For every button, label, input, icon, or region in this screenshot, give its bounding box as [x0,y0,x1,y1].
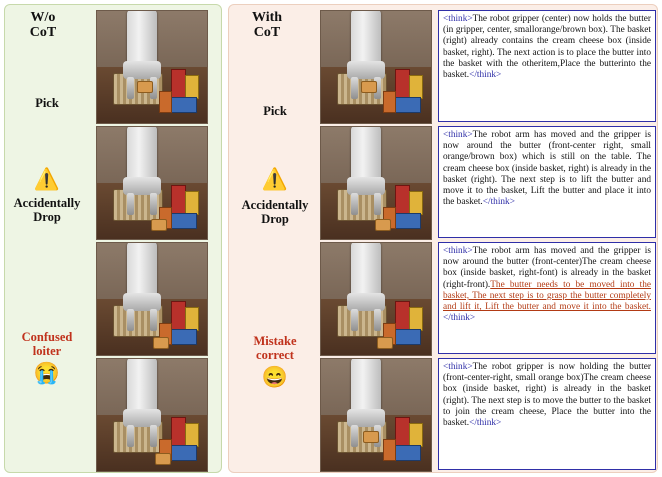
right-frame-2 [320,126,432,240]
left-frame-3 [96,242,208,356]
panel-with-cot-title-line1: With [251,10,283,25]
warning-icon-right: ⚠️ [261,167,289,191]
think-close-tag-3: </think> [443,313,476,324]
left-step-label-pick: Pick [35,96,59,110]
think-text-3: The robot arm has moved and the gripper is now around the butter (front-center)The cream cheese box (inside basket, right-font) is already in the basket (right-front). [443,246,651,290]
think-text-1: The robot gripper (center) now holds the butter (in gripper, center, smallorange/brown box). The basket (right) already contains the cream cheese box (inside basket, right). The next action is to place the butter into the basket with the otheritem,Place the butterinto the basket. [443,14,651,81]
think-open-tag-3: <think> [443,246,473,256]
warning-icon-left: ⚠️ [33,167,61,191]
right-step-label-pick: Pick [263,104,287,118]
right-step-label-mistake-correct: Mistake correct [253,334,297,362]
think-block-4 [438,358,656,470]
left-step-label-accidentally-drop: Accidentally Drop [13,196,81,224]
think-block-1 [438,10,656,122]
left-frame-2 [96,126,208,240]
left-step-label-confused-loiter: Confused loiter [21,330,73,358]
panel-without-cot-title-line1: W/o [30,10,56,25]
think-block-2 [438,126,656,238]
left-frame-4 [96,358,208,472]
think-open-tag-2: <think> [443,130,473,140]
smiling-face-icon-right: 😄 [261,365,289,389]
right-frame-4 [320,358,432,472]
think-open-tag-1: <think> [443,14,473,24]
think-close-tag-1: </think> [469,70,502,81]
crying-face-icon-left: 😭 [33,361,61,385]
panel-without-cot-title-line2: CoT [29,25,57,40]
left-frame-1 [96,10,208,124]
think-block-3 [438,242,656,354]
think-open-tag-4: <think> [443,362,473,372]
think-text-2: The robot arm has moved and the gripper is now around the butter (front-center right, small orange/brown box) which is still on the table. The cream cheese box (inside basket, right) is already in the basket (right). The next step is to lift the butter and move it to the basket, Lift the butter and place it into the basket. [443,130,651,208]
right-frame-1 [320,10,432,124]
think-highlight-3: The butter needs to be moved into the basket, The next step is to grasp the butter completely and lift it, Lift the butter and move it into the basket. [443,279,651,313]
panel-with-cot-title [236,10,298,40]
panel-with-cot-title-line2: CoT [253,25,281,40]
think-close-tag-4: </think> [469,418,502,429]
right-frame-3 [320,242,432,356]
right-step-label-accidentally-drop: Accidentally Drop [241,198,309,226]
think-text-4: The robot gripper is now holding the butter (front-center-right, small orange box)The cream cheese box (inside basket, right) is already in the basket (right). The next step is to move the butter to the basket to join the cream cheese, Place the butter into the basket. [443,362,651,429]
think-close-tag-2: </think> [482,197,515,208]
panel-without-cot-title [12,10,74,40]
